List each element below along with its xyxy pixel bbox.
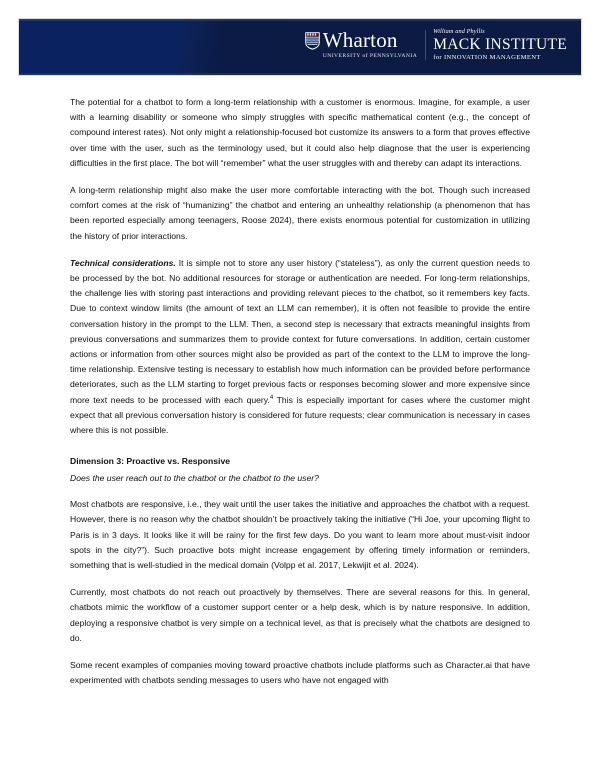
mack-institute-tagline: for INNOVATION MANAGEMENT bbox=[433, 54, 541, 62]
mack-institute-wordmark bbox=[433, 28, 567, 62]
paragraph-3-technical-considerations bbox=[70, 256, 530, 438]
wharton-name: Wharton bbox=[322, 28, 398, 52]
wharton-mack-institute-logo bbox=[305, 28, 567, 62]
document-body bbox=[70, 95, 530, 689]
footnote-marker[interactable]: 4 bbox=[269, 394, 274, 401]
page-header-banner bbox=[18, 18, 582, 76]
mack-institute-donors: William and Phyllis bbox=[433, 28, 485, 35]
logo-divider bbox=[425, 30, 426, 60]
paragraph-4: Most chatbots are responsive, i.e., they wait until the user takes the initiative and approaches the chatbot with a request. However, there is no reason why the chatbot shouldn’t be proactively taking the initiative (“Hi Joe, your upcoming flight to Paris is in 3 days. It looks like it will be rainy for the first few days. Do you want to learn more about must-visit indoor spots in the city?”). Such proactive bots might increase engagement by offering timely information or reminders, something that is well-studied in the medical domain (Volpp et al. 2017, Lekwijit et al. 2024). bbox=[70, 499, 530, 571]
banner-bottom-highlight bbox=[19, 73, 581, 75]
wharton-wordmark bbox=[323, 30, 417, 60]
paragraph-5: Currently, most chatbots do not reach out proactively by themselves. There are several reasons for this. In general, chatbots mimic the workflow of a customer support center or a help desk, which is by nature responsive. In addition, deploying a responsive chatbot is very simple on a technical level, as that is precisely what the chatbots are designed to do. bbox=[70, 587, 530, 643]
section-heading-dimension-3: Dimension 3: Proactive vs. Responsive bbox=[70, 456, 230, 467]
paragraph-2: A long-term relationship might also make the user more comfortable interacting with the bot. Though such increased comfort comes at the risk of “humanizing” the chatbot and entering an unhealthy relationship (a phenomenon that has been reported especially among teenagers, Roose 2024), there exists enormous potential for customization in utilizing the history of prior interactions. bbox=[70, 185, 530, 241]
technical-considerations-lead: Technical considerations. bbox=[70, 257, 176, 268]
wharton-logo bbox=[305, 28, 417, 60]
wharton-subtitle: UNIVERSITY of PENNSYLVANIA bbox=[322, 53, 418, 59]
section-subheading-dimension-3: Does the user reach out to the chatbot or the chatbot to the user? bbox=[70, 473, 319, 484]
penn-shield-icon bbox=[305, 32, 320, 50]
paragraph-3-text-b: This is especially important for cases where the customer might expect that all previous conversation history is considered for future requests; clear communication is necessary in cases where this is not possible. bbox=[70, 394, 530, 436]
paragraph-6: Some recent examples of companies moving toward proactive chatbots include platforms such as Character.ai that have experimented with chatbots sending messages to users who have not engaged with bbox=[70, 660, 530, 686]
paragraph-3-text-a: It is simple not to store any user history (“stateless”), as only the current question needs to be processed by the bot. No additional resources for storage or authentication are needed. For long-term relationships, the challenge lies with storing past interactions and providing relevant pieces to the chatbot, so it remembers key facts. Due to context window limits (the amount of text an LLM can remember), it is often not feasible to provide the entire conversation history in the prompt to the LLM. Then, a second step is necessary that extracts meaningful insights from previous conversations and summarizes them to provide context for future conversations. In addition, certain customer actions or information from other sources might also be provided as part of the context to the LLM to improve the long-time relationship. Extensive testing is necessary to establish how much information can be provided before performance deteriorates, such as the LLM starting to forget previous facts or responses becoming slower and more expensive since more text needs to be processed with each query. bbox=[70, 257, 530, 405]
paragraph-1: The potential for a chatbot to form a long-term relationship with a customer is enormous. Imagine, for example, a user with a learning disability or someone who simply struggles with specific mathematical content (e.g., the concept of compound interest rates). Not only might a relationship-focused bot customize its answers to a form that proves effective over time with the user, such as the terminology used, but it could also help diagnose that the user is experiencing difficulties in the first place. The bot will “remember” what the user struggles with and thereby can adapt its interactions. bbox=[70, 97, 530, 168]
mack-institute-name: MACK INSTITUTE bbox=[433, 36, 567, 54]
banner-top-highlight bbox=[19, 19, 581, 21]
